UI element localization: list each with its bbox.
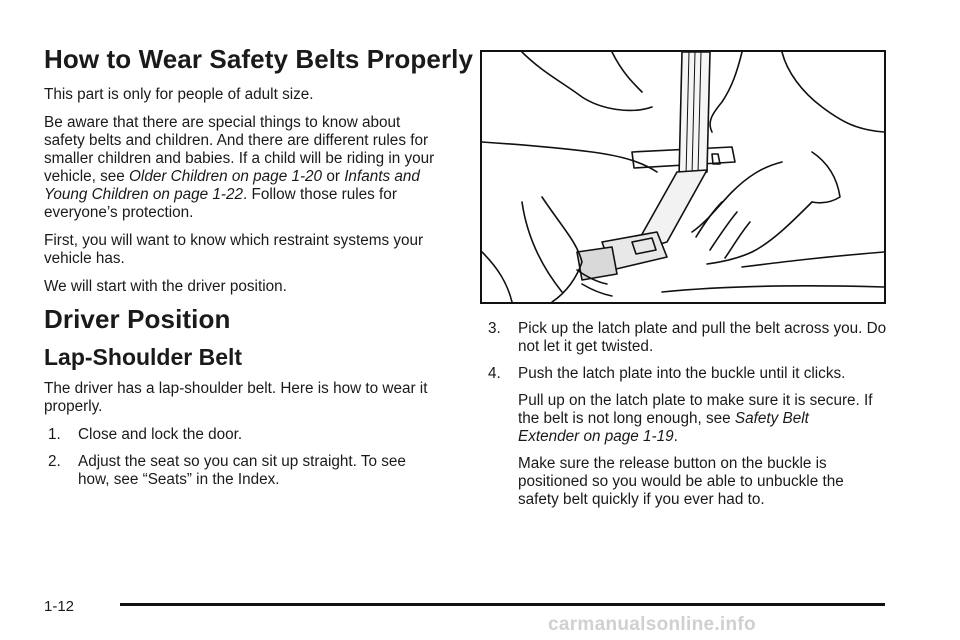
link-infants-young-children[interactable]: Infants and Young Children on page 1-22 (44, 168, 420, 203)
step-2 (48, 453, 408, 489)
section-heading-driver-position: Driver Position (44, 304, 231, 334)
page-number: 1-12 (44, 598, 75, 615)
step-4-note-release-button: Make sure the release button on the buckle is positioned so you would be able to unbuckle the safety belt quickly if you ever had to. (518, 455, 844, 508)
step-number: 4. (488, 365, 501, 382)
step-4 (488, 365, 898, 383)
lap-belt-section (44, 380, 464, 498)
step-text: Pick up the latch plate and pull the belt across you. Do not let it get twisted. (518, 320, 887, 355)
paragraph-children-text-c: . Follow those rules for everyone’s protection. (44, 186, 397, 221)
watermark: carmanualsonline.info (548, 614, 756, 635)
step-1 (48, 426, 464, 444)
subsection-heading-lap-shoulder-belt: Lap-Shoulder Belt (44, 344, 243, 370)
illustration-buckling-safety-belt (480, 50, 886, 304)
page-title: How to Wear Safety Belts Properly (44, 44, 474, 74)
step-3 (488, 320, 898, 356)
step-number: 3. (488, 320, 501, 337)
step-text: Close and lock the door. (78, 426, 243, 443)
step-number: 1. (48, 426, 61, 443)
right-column (488, 320, 898, 518)
paragraph-adult-size: This part is only for people of adult size. (44, 86, 314, 103)
paragraph-driver-start: We will start with the driver position. (44, 278, 287, 295)
step-4-note-secure (518, 392, 873, 446)
left-column-intro (44, 86, 464, 306)
note-text-a: Pull up on the latch plate to make sure it is secure. If the belt is not long enough, see (518, 392, 873, 427)
step-text: Adjust the seat so you can sit up straight. To see how, see “Seats” in the Index. (78, 453, 406, 488)
note-text-b: . (673, 428, 678, 445)
step-text: Push the latch plate into the buckle until it clicks. (518, 365, 846, 382)
link-older-children[interactable]: Older Children on page 1-20 (129, 168, 323, 185)
step-number: 2. (48, 453, 61, 470)
footer-rule (120, 603, 885, 606)
link-safety-belt-extender[interactable]: Safety Belt Extender on page 1-19 (518, 410, 809, 445)
paragraph-children-text-b: or (322, 168, 345, 185)
seatbelt-illustration-svg (482, 52, 884, 302)
paragraph-restraint-systems: First, you will want to know which restraint systems your vehicle has. (44, 232, 424, 267)
paragraph-children-text-a: Be aware that there are special things to know about safety belts and children. And there are different rules for smaller children and babies. If a child will be riding in your vehicle, see (44, 114, 435, 185)
paragraph-children (44, 114, 444, 222)
lap-belt-intro: The driver has a lap-shoulder belt. Here is how to wear it properly. (44, 380, 428, 415)
